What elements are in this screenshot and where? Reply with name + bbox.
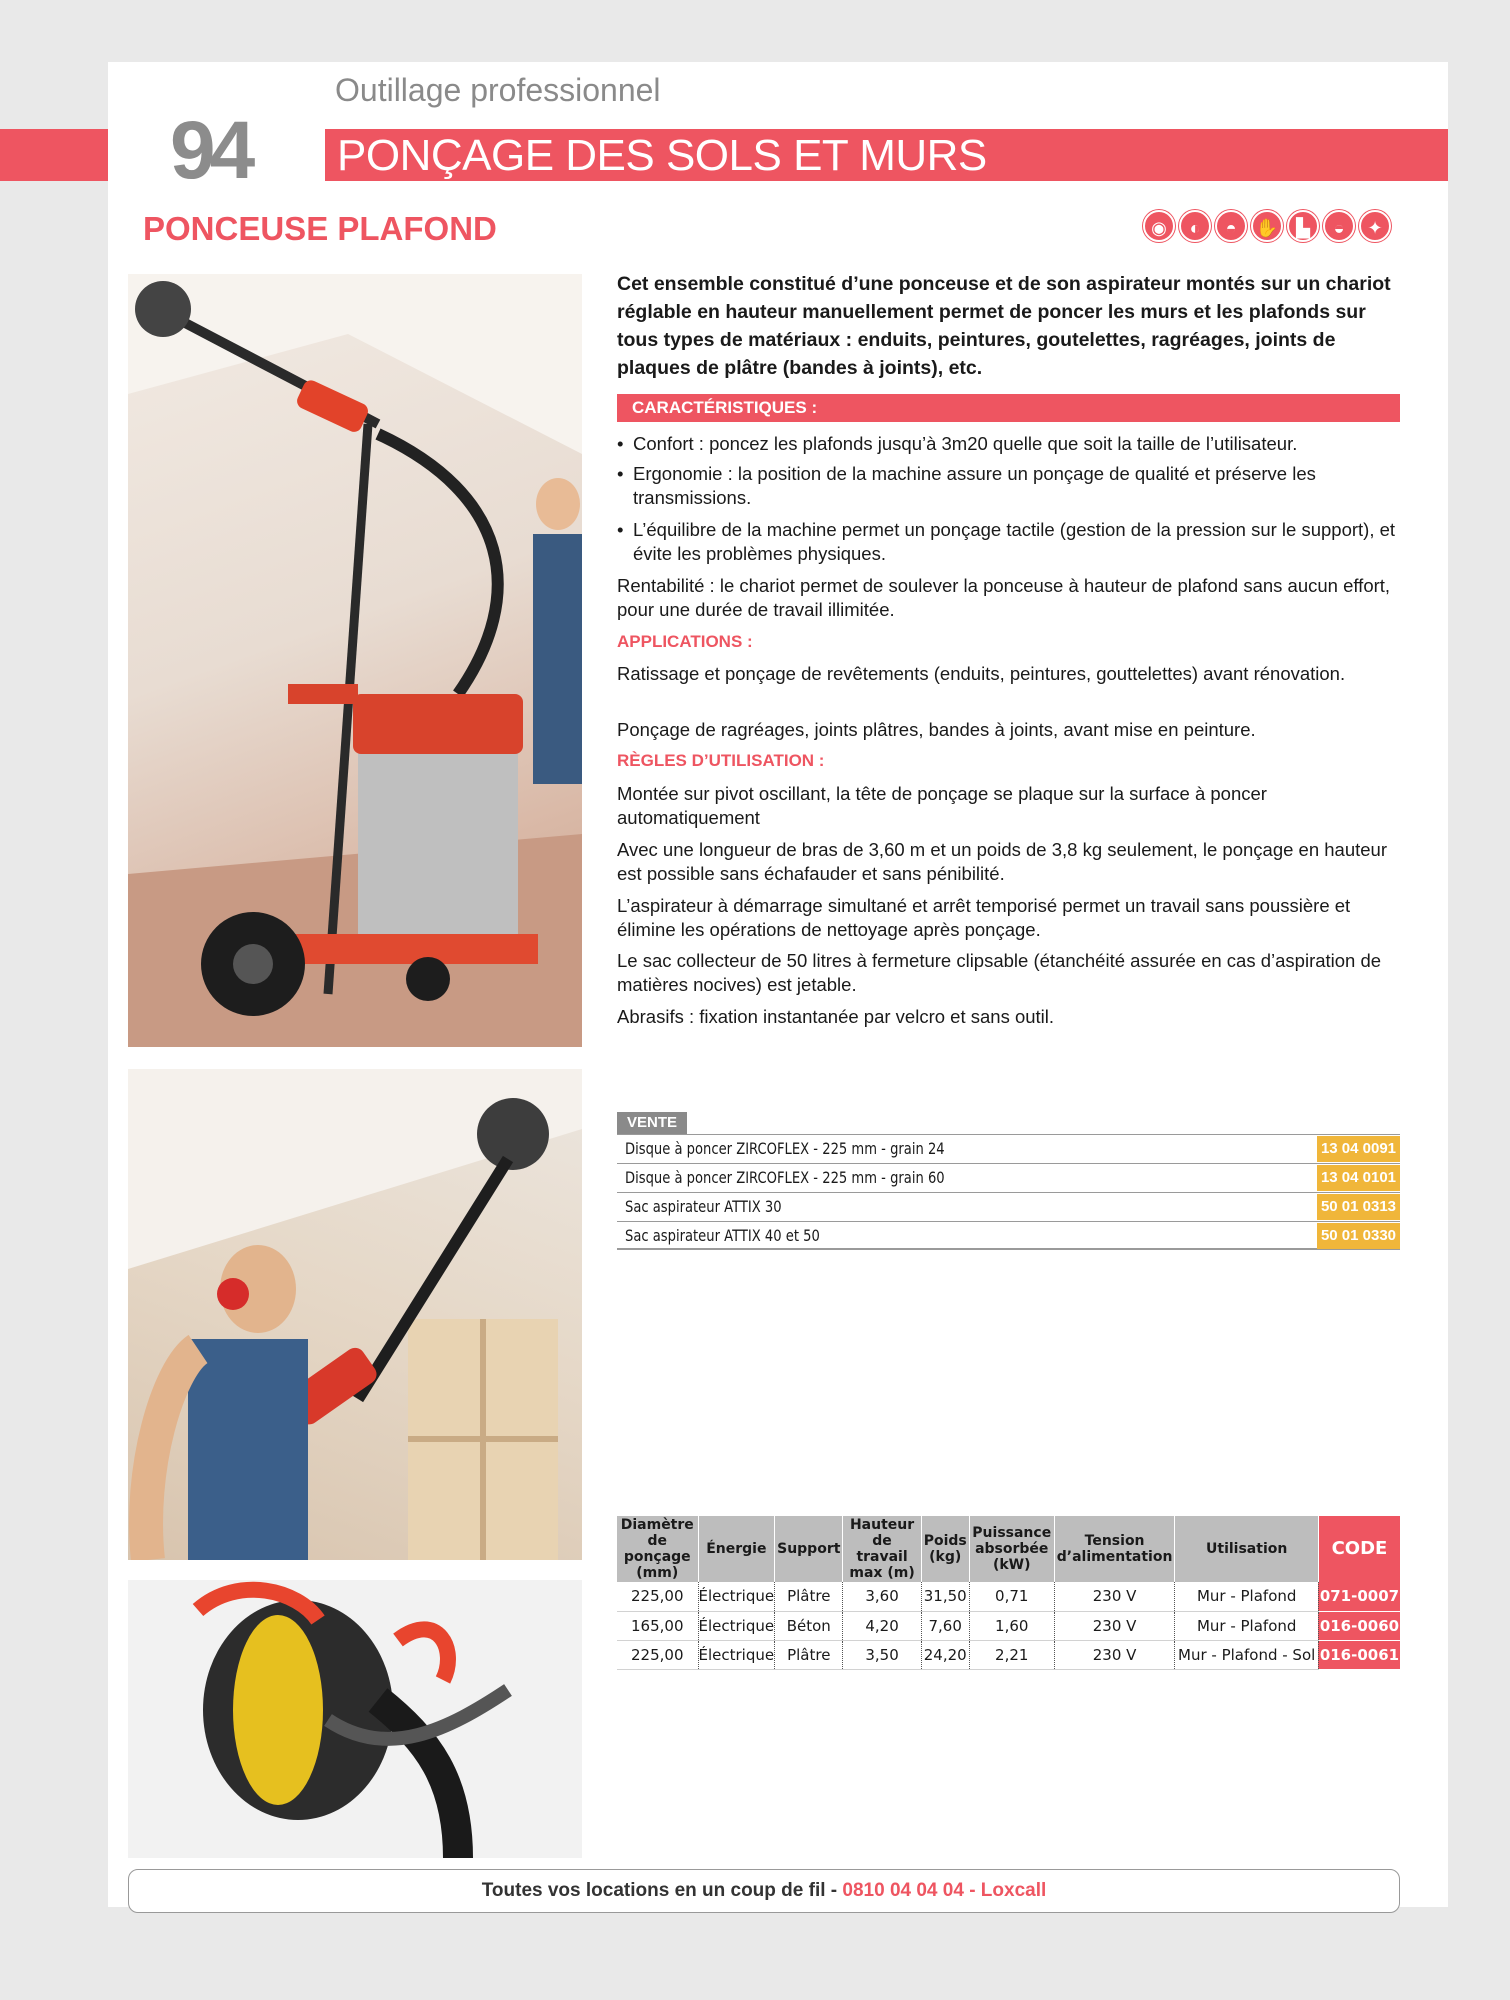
rentabilite-text: Rentabilité : le chariot permet de soulever la ponceuse à hauteur de plafond sans aucun effort, pour une durée de travail illimitée. — [617, 575, 1391, 620]
spec-cell: Mur - Plafond — [1175, 1611, 1319, 1640]
ppe-icons — [1143, 210, 1391, 242]
footer-banner — [128, 1869, 1400, 1913]
product-photo-head-detail — [128, 1580, 582, 1858]
spec-cell: 2,21 — [969, 1640, 1054, 1669]
mask-icon: ◒ — [1323, 210, 1355, 242]
bullet-item: • Confort : poncez les plafonds jusqu’à 3m20 quelle que soit la taille de l’utilisateur. — [617, 432, 1407, 456]
ear-protection-icon: ◐ — [1179, 210, 1211, 242]
bullet-item: • L’équilibre de la machine permet un ponçage tactile (gestion de la pression sur le support), et évite les problèmes physiques. — [617, 518, 1407, 566]
vente-label: Sac aspirateur ATTIX 30 — [625, 1197, 782, 1216]
spec-cell: 24,20 — [921, 1640, 969, 1669]
spec-cell: 225,00 — [617, 1640, 698, 1669]
spec-cell: Électrique — [698, 1640, 775, 1669]
vente-row — [617, 1163, 1400, 1192]
spec-cell: 31,50 — [921, 1582, 969, 1611]
category-label: Outillage professionnel — [335, 72, 661, 108]
helmet-icon: ◓ — [1215, 210, 1247, 242]
spec-header: Hauteur de travail max (m) — [843, 1516, 921, 1582]
spec-header: Utilisation — [1175, 1516, 1319, 1582]
left-accent-band — [0, 129, 108, 181]
table-row — [617, 1582, 1400, 1611]
vente-row — [617, 1192, 1400, 1221]
application-item: Ponçage de ragréages, joints plâtres, bandes à joints, avant mise en peinture. — [617, 719, 1256, 740]
harness-icon: ✦ — [1359, 210, 1391, 242]
boots-icon: ▙ — [1287, 210, 1319, 242]
vente-row — [617, 1221, 1400, 1250]
vente-label: Sac aspirateur ATTIX 40 et 50 — [625, 1226, 820, 1245]
section-title-bar — [325, 129, 1448, 181]
vente-label: Disque à poncer ZIRCOFLEX - 225 mm - grain 24 — [625, 1139, 945, 1158]
product-title: PONCEUSE PLAFOND — [143, 210, 497, 247]
spec-cell: 230 V — [1054, 1640, 1175, 1669]
application-item: Ratissage et ponçage de revêtements (enduits, peintures, gouttelettes) avant rénovation. — [617, 663, 1346, 684]
spec-header: Poids (kg) — [921, 1516, 969, 1582]
regle-item: Montée sur pivot oscillant, la tête de ponçage se plaque sur la surface à poncer automatiquement — [617, 783, 1267, 828]
vente-code: 13 04 0101 — [1317, 1165, 1400, 1191]
spec-cell: Plâtre — [775, 1582, 843, 1611]
page-number: 94 — [170, 105, 250, 196]
spec-table — [617, 1516, 1400, 1670]
footer-text: Toutes vos locations en un coup de fil - — [481, 1880, 843, 1901]
spec-header: Puissance absorbée (kW) — [969, 1516, 1054, 1582]
spec-code-cell: 016-0060 — [1318, 1611, 1400, 1640]
spec-cell: Électrique — [698, 1611, 775, 1640]
product-photo-worker — [128, 1069, 582, 1560]
regle-item: Le sac collecteur de 50 litres à fermeture clipsable (étanchéité assurée en cas d’aspiration de matières nocives) est jetable. — [617, 950, 1382, 995]
footer-phone: 0810 04 04 04 - Loxcall — [842, 1880, 1047, 1901]
spec-cell: 0,71 — [969, 1582, 1054, 1611]
vente-code: 50 01 0330 — [1317, 1223, 1400, 1249]
spec-header: Diamètre de ponçage (mm) — [617, 1516, 698, 1582]
regle-item: Avec une longueur de bras de 3,60 m et un poids de 3,8 kg seulement, le ponçage en hauteur est possible sans échafauder et sans pénibilité. — [617, 839, 1388, 884]
product-photo-cart — [128, 274, 582, 1047]
spec-cell: 4,20 — [843, 1611, 921, 1640]
table-row — [617, 1611, 1400, 1640]
bullet-item: • Ergonomie : la position de la machine assure un ponçage de qualité et préserve les transmissions. — [617, 462, 1407, 510]
table-row — [617, 1640, 1400, 1669]
spec-header: Support — [775, 1516, 843, 1582]
caracteristiques-header — [617, 394, 1400, 422]
regle-item: Abrasifs : fixation instantanée par velcro et sans outil. — [617, 1006, 1055, 1027]
spec-header: Tension d’alimentation — [1054, 1516, 1175, 1582]
caracteristiques-title: CARACTÉRISTIQUES : — [632, 398, 818, 417]
spec-cell: 3,50 — [843, 1640, 921, 1669]
spec-header: Énergie — [698, 1516, 775, 1582]
spec-code-cell: 016-0061 — [1318, 1640, 1400, 1669]
vente-label: Disque à poncer ZIRCOFLEX - 225 mm - grain 60 — [625, 1168, 945, 1187]
spec-cell: Plâtre — [775, 1640, 843, 1669]
spec-cell: 1,60 — [969, 1611, 1054, 1640]
spec-code-cell: 071-0007 — [1318, 1582, 1400, 1611]
vente-row — [617, 1134, 1400, 1163]
spec-cell: Électrique — [698, 1582, 775, 1611]
spec-cell: 225,00 — [617, 1582, 698, 1611]
spec-cell: 230 V — [1054, 1582, 1175, 1611]
goggles-icon: ◉ — [1143, 210, 1175, 242]
vente-table — [617, 1134, 1400, 1250]
vente-code: 13 04 0091 — [1317, 1136, 1400, 1162]
spec-cell: 165,00 — [617, 1611, 698, 1640]
spec-header-row — [617, 1516, 1400, 1582]
spec-cell: 7,60 — [921, 1611, 969, 1640]
vente-tag: VENTE — [617, 1112, 687, 1134]
vente-code: 50 01 0313 — [1317, 1194, 1400, 1220]
spec-cell: 3,60 — [843, 1582, 921, 1611]
intro-text: Cet ensemble constitué d’une ponceuse et de son aspirateur montés sur un chariot réglable en hauteur manuellement permet de poncer les murs et les plafonds sur tous types de matériaux : enduits, peintures, goutelettes, ragréages, joints de plaques de plâtre (bandes à joints), etc. — [617, 273, 1391, 379]
regle-item: L’aspirateur à démarrage simultané et arrêt temporisé permet un travail sans poussière et élimine les opérations de nettoyage après ponçage. — [617, 895, 1351, 940]
applications-title: APPLICATIONS : — [617, 632, 753, 651]
spec-cell: Béton — [775, 1611, 843, 1640]
spec-cell: Mur - Plafond - Sol — [1175, 1640, 1319, 1669]
spec-cell: 230 V — [1054, 1611, 1175, 1640]
section-title: PONÇAGE DES SOLS ET MURS — [337, 131, 987, 180]
regles-title: RÈGLES D’UTILISATION : — [617, 751, 825, 770]
gloves-icon: ✋ — [1251, 210, 1283, 242]
spec-header-code: CODE — [1318, 1516, 1400, 1582]
spec-cell: Mur - Plafond — [1175, 1582, 1319, 1611]
